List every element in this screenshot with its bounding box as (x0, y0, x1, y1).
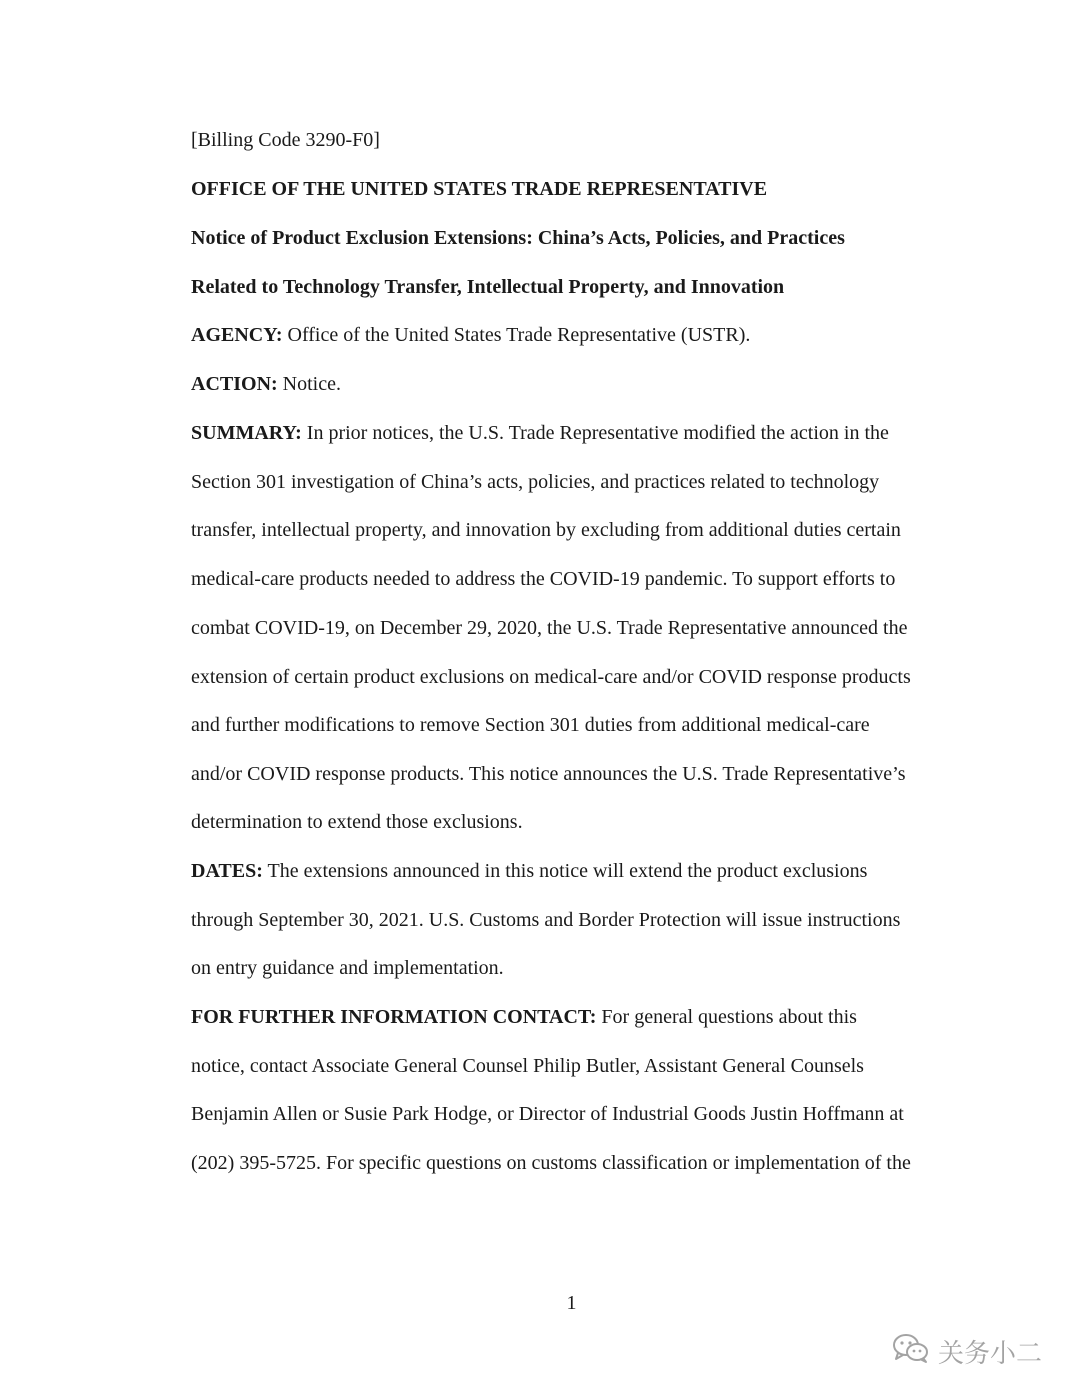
summary-label: SUMMARY: (191, 422, 302, 444)
notice-title-line-2: Related to Technology Transfer, Intellectual Property, and Innovation (191, 276, 785, 298)
contact-text: For general questions about this (596, 1006, 857, 1028)
agency-paragraph (191, 323, 750, 347)
dates-label: DATES: (191, 860, 263, 882)
contact-line: Benjamin Allen or Susie Park Hodge, or Director of Industrial Goods Justin Hoffmann at (191, 1103, 904, 1125)
agency-heading: OFFICE OF THE UNITED STATES TRADE REPRESENTATIVE (191, 178, 768, 200)
agency-label: AGENCY: (191, 324, 283, 346)
contact-line: notice, contact Associate General Counsel Philip Butler, Assistant General Counsels (191, 1055, 864, 1077)
agency-text: Office of the United States Trade Representative (USTR). (282, 324, 751, 346)
action-paragraph (191, 372, 341, 396)
summary-line: and further modifications to remove Section 301 duties from additional medical-care (191, 714, 870, 736)
watermark (892, 1331, 1042, 1371)
summary-text: In prior notices, the U.S. Trade Representative modified the action in the (301, 422, 889, 444)
page-number: 1 (566, 1292, 577, 1314)
summary-line: transfer, intellectual property, and innovation by excluding from additional duties certain (191, 519, 901, 541)
contact-first-line (191, 1005, 857, 1029)
watermark-text: 关务小二 (938, 1338, 1043, 1369)
dates-line: on entry guidance and implementation. (191, 957, 504, 979)
notice-title-line-1: Notice of Product Exclusion Extensions: China’s Acts, Policies, and Practices (191, 227, 845, 249)
summary-line: Section 301 investigation of China’s acts, policies, and practices related to technology (191, 471, 880, 493)
summary-line: medical-care products needed to address the COVID-19 pandemic. To support efforts to (191, 568, 896, 590)
summary-line: combat COVID-19, on December 29, 2020, the U.S. Trade Representative announced the (191, 617, 908, 639)
action-text: Notice. (277, 373, 341, 395)
contact-line: (202) 395-5725. For specific questions on customs classification or implementation of the (191, 1152, 911, 1174)
summary-line: extension of certain product exclusions on medical-care and/or COVID response products (191, 666, 911, 688)
summary-line: determination to extend those exclusions. (191, 811, 523, 833)
dates-text: The extensions announced in this notice will extend the product exclusions (262, 860, 868, 882)
summary-first-line (191, 421, 889, 445)
dates-line: through September 30, 2021. U.S. Customs and Border Protection will issue instructions (191, 909, 901, 931)
action-label: ACTION: (191, 373, 278, 395)
summary-line: and/or COVID response products. This notice announces the U.S. Trade Representative’s (191, 763, 906, 785)
wechat-icon (892, 1332, 930, 1371)
contact-label: FOR FURTHER INFORMATION CONTACT: (191, 1006, 597, 1028)
billing-code: [Billing Code 3290-F0] (191, 129, 380, 151)
dates-first-line (191, 859, 867, 883)
